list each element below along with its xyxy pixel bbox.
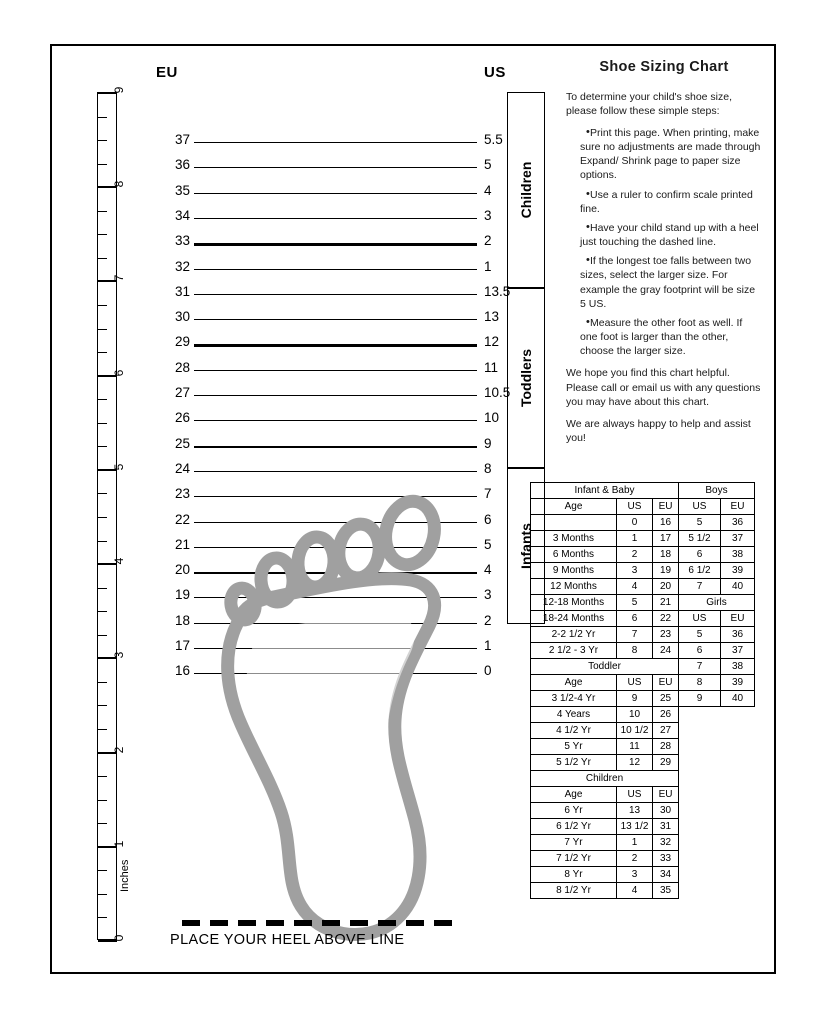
size-row-line xyxy=(194,572,477,574)
table-cell: 21 xyxy=(653,595,679,611)
table-cell: 12-18 Months xyxy=(531,595,617,611)
size-row-us: 10.5 xyxy=(484,385,511,400)
table-cell: 12 xyxy=(617,755,653,771)
category-infants-label: Infants xyxy=(518,523,534,569)
size-row-us: 13 xyxy=(484,309,500,325)
table-cell: 1 xyxy=(617,835,653,851)
table-row xyxy=(679,675,755,691)
ruler-number: 9 xyxy=(112,86,126,94)
table-header-cell: Toddler xyxy=(531,659,679,675)
table-cell: 6 xyxy=(679,643,721,659)
table-cell: 39 xyxy=(721,563,755,579)
size-row-line xyxy=(194,243,477,245)
table-cell: 29 xyxy=(653,755,679,771)
ruler-number: 3 xyxy=(112,651,126,659)
size-row-us: 1 xyxy=(484,638,492,653)
table-row xyxy=(531,691,679,707)
us-column-header: US xyxy=(484,64,506,81)
size-row-us: 11 xyxy=(484,359,499,375)
table-cell: 3 Months xyxy=(531,531,617,547)
table-cell: 20 xyxy=(653,579,679,595)
size-row-us: 3 xyxy=(484,587,492,603)
table-header-cell: Age xyxy=(531,787,617,803)
size-row-us: 4 xyxy=(484,182,492,198)
size-row-us: 2 xyxy=(484,612,492,628)
table-cell: 5 1/2 Yr xyxy=(531,755,617,771)
ruler-number: 7 xyxy=(112,275,126,282)
size-scale xyxy=(132,64,552,944)
table-cell: 19 xyxy=(653,563,679,579)
size-row-eu: 22 xyxy=(174,511,190,527)
size-row-eu: 29 xyxy=(174,334,190,350)
ruler-tick-minor xyxy=(98,493,107,494)
size-row-us: 6 xyxy=(484,511,492,527)
table-row xyxy=(679,643,755,659)
boys-girls-tables xyxy=(678,482,754,707)
heel-dashed-line xyxy=(182,920,452,926)
size-row-us: 2 xyxy=(484,233,492,249)
table-header-cell: US xyxy=(679,499,721,515)
sizing-chart-page xyxy=(50,44,776,974)
table-cell: 8 Yr xyxy=(531,867,617,883)
size-row-us: 5 xyxy=(484,536,492,552)
ruler-number: 5 xyxy=(112,463,126,471)
table-row xyxy=(679,595,755,611)
table-header-cell: EU xyxy=(721,611,755,627)
table-row xyxy=(531,675,679,691)
ruler-tick-minor xyxy=(98,258,107,259)
table-cell: 34 xyxy=(653,867,679,883)
table-row xyxy=(531,595,679,611)
table-cell: 2 xyxy=(617,547,653,563)
table-row xyxy=(531,835,679,851)
ruler-tick-minor xyxy=(98,329,107,330)
table-row xyxy=(679,691,755,707)
table-header-cell: US xyxy=(679,611,721,627)
table-row xyxy=(679,547,755,563)
table-cell: 23 xyxy=(653,627,679,643)
table-header-cell: US xyxy=(617,675,653,691)
ruler-tick-minor xyxy=(98,352,107,353)
table-cell: 6 xyxy=(679,547,721,563)
instruction-step-list xyxy=(566,126,762,359)
ruler-tick-minor xyxy=(98,446,107,447)
ruler-tick-minor xyxy=(98,800,107,801)
table-cell: 12 Months xyxy=(531,579,617,595)
table-boys-girls xyxy=(678,482,755,707)
age-size-tables xyxy=(530,482,678,899)
size-row-us: 13.5 xyxy=(484,283,511,299)
table-header-cell: EU xyxy=(653,787,679,803)
table-cell: 5 xyxy=(679,627,721,643)
table-row xyxy=(679,499,755,515)
table-cell: 35 xyxy=(653,883,679,899)
size-row-line xyxy=(194,420,477,421)
table-row xyxy=(679,563,755,579)
table-cell: 25 xyxy=(653,691,679,707)
ruler-number: 6 xyxy=(112,369,126,376)
size-row-us: 7 xyxy=(484,486,492,502)
table-row xyxy=(531,563,679,579)
size-row-line xyxy=(194,167,477,168)
table-cell: 28 xyxy=(653,739,679,755)
size-row-eu: 37 xyxy=(174,132,190,147)
size-row-line xyxy=(194,294,477,295)
table-row xyxy=(531,659,679,675)
table-cell: 5 xyxy=(617,595,653,611)
table-row xyxy=(531,819,679,835)
table-cell: 3 xyxy=(617,867,653,883)
instructions-intro: To determine your child's shoe size, please follow these simple steps: xyxy=(566,90,733,117)
table-cell: 9 xyxy=(679,691,721,707)
category-children-label: Children xyxy=(518,161,534,219)
table-cell: 8 xyxy=(679,675,721,691)
ruler-tick-minor xyxy=(98,917,107,918)
table-row xyxy=(531,531,679,547)
table-cell: 1 xyxy=(617,531,653,547)
table-row xyxy=(531,499,679,515)
table-cell: 37 xyxy=(721,531,755,547)
size-row-us: 8 xyxy=(484,460,492,476)
size-row-line xyxy=(194,218,477,219)
ruler-tick-minor xyxy=(98,682,107,683)
size-row-us: 5.5 xyxy=(484,132,503,147)
ruler-tick-minor xyxy=(98,611,107,612)
table-row xyxy=(531,643,679,659)
table-cell: 2 xyxy=(617,851,653,867)
instruction-step: • Use a ruler to confirm scale printed fine. xyxy=(566,188,762,216)
table-cell: 13 1/2 xyxy=(617,819,653,835)
table-cell: 5 1/2 xyxy=(679,531,721,547)
table-header-cell: Boys xyxy=(679,483,755,499)
table-row xyxy=(531,723,679,739)
size-row-line xyxy=(194,597,477,598)
table-header-cell: EU xyxy=(653,675,679,691)
table-row xyxy=(679,483,755,499)
table-header-cell: EU xyxy=(653,499,679,515)
ruler-tick-minor xyxy=(98,234,107,235)
table-infant-toddler-children xyxy=(530,482,679,899)
ruler-tick-minor xyxy=(98,635,107,636)
category-toddlers-label: Toddlers xyxy=(518,348,534,408)
size-row-us: 10 xyxy=(484,410,500,426)
ruler-tick-minor xyxy=(98,517,107,518)
table-row xyxy=(531,611,679,627)
table-cell: 5 xyxy=(679,515,721,531)
table-cell: 5 Yr xyxy=(531,739,617,755)
size-row-eu: 18 xyxy=(174,612,190,628)
table-cell: 7 Yr xyxy=(531,835,617,851)
size-row-us: 5 xyxy=(484,157,492,173)
size-row-eu: 26 xyxy=(174,410,190,426)
table-row xyxy=(531,883,679,899)
instruction-step: • If the longest toe falls between two sizes, select the larger size. For example the gray footprint will be size 5 US. xyxy=(566,254,762,311)
table-cell: 8 1/2 Yr xyxy=(531,883,617,899)
size-row-line xyxy=(194,395,477,396)
instruction-step: • Have your child stand up with a heel just touching the dashed line. xyxy=(566,221,762,249)
table-cell: 2-2 1/2 Yr xyxy=(531,627,617,643)
instructions-heading: Shoe Sizing Chart xyxy=(599,59,729,75)
table-row xyxy=(531,867,679,883)
table-header-cell: US xyxy=(617,499,653,515)
table-cell: 4 Years xyxy=(531,707,617,723)
table-cell: 13 xyxy=(617,803,653,819)
table-header-cell: Infant & Baby xyxy=(531,483,679,499)
table-cell: 18-24 Months xyxy=(531,611,617,627)
table-cell: 40 xyxy=(721,691,755,707)
table-cell: 31 xyxy=(653,819,679,835)
table-row xyxy=(531,739,679,755)
table-header-cell: Children xyxy=(531,771,679,787)
table-cell: 4 1/2 Yr xyxy=(531,723,617,739)
table-row xyxy=(531,547,679,563)
table-row xyxy=(531,579,679,595)
size-row-us: 0 xyxy=(484,663,492,679)
ruler-number: 4 xyxy=(112,557,126,565)
table-row xyxy=(679,579,755,595)
size-row-line xyxy=(194,648,477,649)
heel-instruction-text: PLACE YOUR HEEL ABOVE LINE xyxy=(170,932,405,948)
table-cell: 6 xyxy=(617,611,653,627)
eu-column-header: EU xyxy=(156,64,178,81)
category-toddlers xyxy=(507,288,545,468)
size-row-eu: 28 xyxy=(174,359,190,375)
table-cell xyxy=(531,515,617,531)
table-cell: 26 xyxy=(653,707,679,723)
size-row-line xyxy=(194,547,477,549)
table-row xyxy=(531,627,679,643)
table-cell: 39 xyxy=(721,675,755,691)
instructions-panel xyxy=(566,58,762,453)
table-row xyxy=(531,771,679,787)
ruler-number: 1 xyxy=(112,840,126,848)
table-cell: 16 xyxy=(653,515,679,531)
size-row-line xyxy=(194,269,477,270)
table-cell: 18 xyxy=(653,547,679,563)
table-cell: 27 xyxy=(653,723,679,739)
size-row-line xyxy=(194,370,477,371)
ruler-unit-label: Inches xyxy=(119,859,131,892)
size-row-line xyxy=(194,471,477,472)
table-cell: 6 1/2 Yr xyxy=(531,819,617,835)
size-row-us: 9 xyxy=(484,435,492,451)
instruction-step: • Measure the other foot as well. If one foot is larger than the other, choose the larger size. xyxy=(566,316,762,359)
table-cell: 6 Months xyxy=(531,547,617,563)
table-header-cell: US xyxy=(617,787,653,803)
instructions-outro-2: We are always happy to help and assist you! xyxy=(566,418,751,445)
size-row-eu: 33 xyxy=(174,233,190,249)
ruler-tick-minor xyxy=(98,588,107,589)
table-row xyxy=(679,627,755,643)
table-cell: 6 1/2 xyxy=(679,563,721,579)
table-cell: 2 1/2 - 3 Yr xyxy=(531,643,617,659)
table-cell: 3 xyxy=(617,563,653,579)
table-cell: 22 xyxy=(653,611,679,627)
table-row xyxy=(531,803,679,819)
size-row-line xyxy=(194,142,477,143)
ruler-tick-minor xyxy=(98,894,107,895)
size-row-eu: 21 xyxy=(174,536,190,552)
table-cell: 24 xyxy=(653,643,679,659)
size-row-us: 1 xyxy=(484,258,492,274)
ruler-tick-minor xyxy=(98,705,107,706)
table-cell: 36 xyxy=(721,627,755,643)
table-cell: 11 xyxy=(617,739,653,755)
ruler-tick-minor xyxy=(98,117,107,118)
table-cell: 6 Yr xyxy=(531,803,617,819)
size-row-eu: 36 xyxy=(174,157,190,173)
size-row-eu: 34 xyxy=(174,207,190,223)
size-row-eu: 17 xyxy=(174,638,190,653)
table-row xyxy=(531,851,679,867)
table-cell: 9 xyxy=(617,691,653,707)
size-row-line xyxy=(194,319,477,320)
size-row-us: 12 xyxy=(484,334,500,350)
size-row-eu: 31 xyxy=(174,283,190,299)
size-row-eu: 16 xyxy=(174,663,190,679)
table-cell: 38 xyxy=(721,547,755,563)
ruler-tick-minor xyxy=(98,399,107,400)
table-cell: 7 xyxy=(679,659,721,675)
table-cell: 7 1/2 Yr xyxy=(531,851,617,867)
table-cell: 17 xyxy=(653,531,679,547)
ruler-tick-minor xyxy=(98,776,107,777)
size-row-line xyxy=(194,344,477,346)
ruler-tick-minor xyxy=(98,870,107,871)
size-row-line xyxy=(194,623,477,624)
table-header-cell: Girls xyxy=(679,595,755,611)
ruler-tick-minor xyxy=(98,823,107,824)
ruler-number: 8 xyxy=(112,180,126,188)
size-row-line xyxy=(194,673,477,674)
table-cell: 10 1/2 xyxy=(617,723,653,739)
table-row xyxy=(679,659,755,675)
table-row xyxy=(531,755,679,771)
size-row-line xyxy=(194,446,477,448)
size-row-line xyxy=(194,496,477,497)
instructions-outro-1: We hope you find this chart helpful. Please call or email us with any questions you may have about this chart. xyxy=(566,367,761,408)
table-cell: 7 xyxy=(679,579,721,595)
table-cell: 30 xyxy=(653,803,679,819)
inch-ruler xyxy=(97,92,117,940)
table-row xyxy=(531,707,679,723)
table-cell: 0 xyxy=(617,515,653,531)
table-row xyxy=(531,483,679,499)
size-row-us: 4 xyxy=(484,562,492,578)
size-row-eu: 20 xyxy=(174,562,190,578)
table-cell: 8 xyxy=(617,643,653,659)
table-row xyxy=(679,611,755,627)
ruler-tick-minor xyxy=(98,423,107,424)
instruction-step: • Print this page. When printing, make sure no adjustments are made through Expand/ Shrink page to paper size options. xyxy=(566,126,762,183)
size-row-line xyxy=(194,193,477,194)
table-cell: 38 xyxy=(721,659,755,675)
table-header-cell: Age xyxy=(531,499,617,515)
table-cell: 3 1/2-4 Yr xyxy=(531,691,617,707)
table-cell: 33 xyxy=(653,851,679,867)
ruler-tick-minor xyxy=(98,729,107,730)
table-header-cell: EU xyxy=(721,499,755,515)
size-row-eu: 32 xyxy=(174,258,190,274)
size-row-eu: 19 xyxy=(174,587,190,603)
size-row-eu: 24 xyxy=(174,460,190,476)
table-cell: 36 xyxy=(721,515,755,531)
size-row-eu: 35 xyxy=(174,182,190,198)
table-cell: 37 xyxy=(721,643,755,659)
table-row xyxy=(679,515,755,531)
table-row xyxy=(679,531,755,547)
table-cell: 9 Months xyxy=(531,563,617,579)
size-row-eu: 25 xyxy=(174,435,190,451)
table-row xyxy=(531,515,679,531)
table-cell: 4 xyxy=(617,883,653,899)
size-row-us: 3 xyxy=(484,207,492,223)
table-cell: 7 xyxy=(617,627,653,643)
ruler-tick-minor xyxy=(98,164,107,165)
ruler-tick-minor xyxy=(98,305,107,306)
table-cell: 40 xyxy=(721,579,755,595)
ruler-tick-minor xyxy=(98,211,107,212)
size-row-line xyxy=(194,522,477,523)
table-row xyxy=(531,787,679,803)
ruler-number: 2 xyxy=(112,746,126,753)
table-header-cell: Age xyxy=(531,675,617,691)
ruler-tick-minor xyxy=(98,140,107,141)
size-row-eu: 30 xyxy=(174,309,190,325)
category-children xyxy=(507,92,545,288)
ruler-tick-minor xyxy=(98,541,107,542)
table-cell: 10 xyxy=(617,707,653,723)
size-row-eu: 27 xyxy=(174,385,190,400)
ruler-number: 0 xyxy=(112,934,126,942)
table-cell: 4 xyxy=(617,579,653,595)
size-row-eu: 23 xyxy=(174,486,190,502)
table-cell: 32 xyxy=(653,835,679,851)
